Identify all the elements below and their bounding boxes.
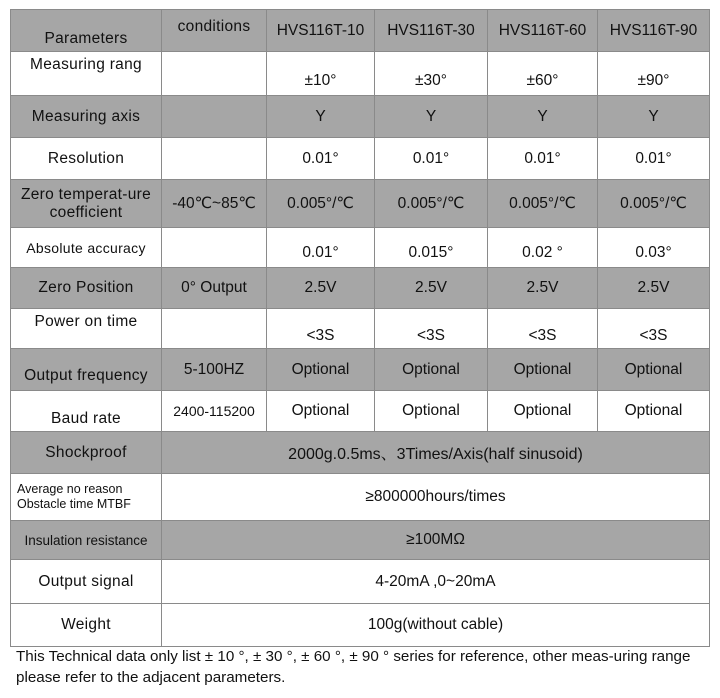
merged-value-cell: 100g(without cable) <box>162 604 710 647</box>
value-cell: ±60° <box>488 52 598 96</box>
value-cell: ±30° <box>375 52 488 96</box>
header-model: HVS116T-30 <box>375 10 488 52</box>
value-cell: Optional <box>488 391 598 432</box>
value-cell: Optional <box>375 349 488 391</box>
value-cell: <3S <box>598 309 710 349</box>
merged-value-cell: ≥800000hours/times <box>162 474 710 521</box>
table-row <box>11 521 710 560</box>
merged-value-cell: ≥100MΩ <box>162 521 710 560</box>
condition-cell <box>162 309 267 349</box>
value-cell: 0.01° <box>375 138 488 180</box>
value-cell: 2.5V <box>267 268 375 309</box>
condition-cell <box>162 52 267 96</box>
param-label: Resolution <box>11 138 162 180</box>
table-row <box>11 604 710 647</box>
table-row <box>11 474 710 521</box>
value-cell: 2.5V <box>488 268 598 309</box>
param-label: Measuring rang <box>11 52 162 96</box>
value-cell: Optional <box>375 391 488 432</box>
header-row <box>11 10 710 52</box>
value-cell: 0.005°/℃ <box>375 180 488 228</box>
table-row <box>11 180 710 228</box>
header-model: HVS116T-10 <box>267 10 375 52</box>
table-row <box>11 560 710 604</box>
table-row <box>11 228 710 268</box>
merged-value-cell: 2000g.0.5ms、3Times/Axis(half sinusoid) <box>162 432 710 474</box>
value-cell: Optional <box>598 349 710 391</box>
header-model: HVS116T-90 <box>598 10 710 52</box>
value-cell: 0.005°/℃ <box>598 180 710 228</box>
value-cell: ±10° <box>267 52 375 96</box>
table-row <box>11 138 710 180</box>
table-row <box>11 432 710 474</box>
header-conditions: conditions <box>162 10 267 52</box>
param-label: Weight <box>11 604 162 647</box>
value-cell: Optional <box>598 391 710 432</box>
table-row <box>11 96 710 138</box>
value-cell: 2.5V <box>598 268 710 309</box>
value-cell: Y <box>488 96 598 138</box>
param-label: Baud rate <box>11 391 162 432</box>
condition-cell: 5-100HZ <box>162 349 267 391</box>
value-cell: 0.01° <box>598 138 710 180</box>
spec-table <box>10 9 710 647</box>
param-label: Zero Position <box>11 268 162 309</box>
value-cell: 0.005°/℃ <box>488 180 598 228</box>
param-label: Measuring axis <box>11 96 162 138</box>
table-row <box>11 349 710 391</box>
param-label: Output signal <box>11 560 162 604</box>
condition-cell: 2400-115200 <box>162 391 267 432</box>
table-row <box>11 309 710 349</box>
value-cell: Y <box>267 96 375 138</box>
value-cell: 0.01° <box>488 138 598 180</box>
condition-cell <box>162 138 267 180</box>
value-cell: 0.005°/℃ <box>267 180 375 228</box>
value-cell: Y <box>598 96 710 138</box>
value-cell: Y <box>375 96 488 138</box>
value-cell: 0.03° <box>598 228 710 268</box>
value-cell: Optional <box>488 349 598 391</box>
value-cell: 0.01° <box>267 138 375 180</box>
param-label: Insulation resistance <box>11 521 162 560</box>
table-row <box>11 268 710 309</box>
merged-value-cell: 4-20mA ,0~20mA <box>162 560 710 604</box>
value-cell: <3S <box>267 309 375 349</box>
header-model: HVS116T-60 <box>488 10 598 52</box>
value-cell: <3S <box>375 309 488 349</box>
condition-cell: 0° Output <box>162 268 267 309</box>
value-cell: 0.02 ° <box>488 228 598 268</box>
value-cell: Optional <box>267 349 375 391</box>
value-cell: <3S <box>488 309 598 349</box>
param-label: Power on time <box>11 309 162 349</box>
param-label: Output frequency <box>11 349 162 391</box>
footnote: This Technical data only list ± 10 °, ± 30 °, ± 60 °, ± 90 ° series for reference, other meas-uring range please refer to the adjacent parameters. <box>16 648 691 686</box>
value-cell: 0.01° <box>267 228 375 268</box>
value-cell: ±90° <box>598 52 710 96</box>
value-cell: Optional <box>267 391 375 432</box>
condition-cell <box>162 228 267 268</box>
value-cell: 2.5V <box>375 268 488 309</box>
header-parameters: Parameters <box>11 10 162 52</box>
table-row <box>11 391 710 432</box>
param-label: Shockproof <box>11 432 162 474</box>
param-label: Zero temperat-ure coefficient <box>11 180 162 228</box>
table-row <box>11 52 710 96</box>
param-label: Average no reason Obstacle time MTBF <box>11 474 162 521</box>
value-cell: 0.015° <box>375 228 488 268</box>
param-label: Absolute accuracy <box>11 228 162 268</box>
condition-cell <box>162 96 267 138</box>
condition-cell: -40℃~85℃ <box>162 180 267 228</box>
